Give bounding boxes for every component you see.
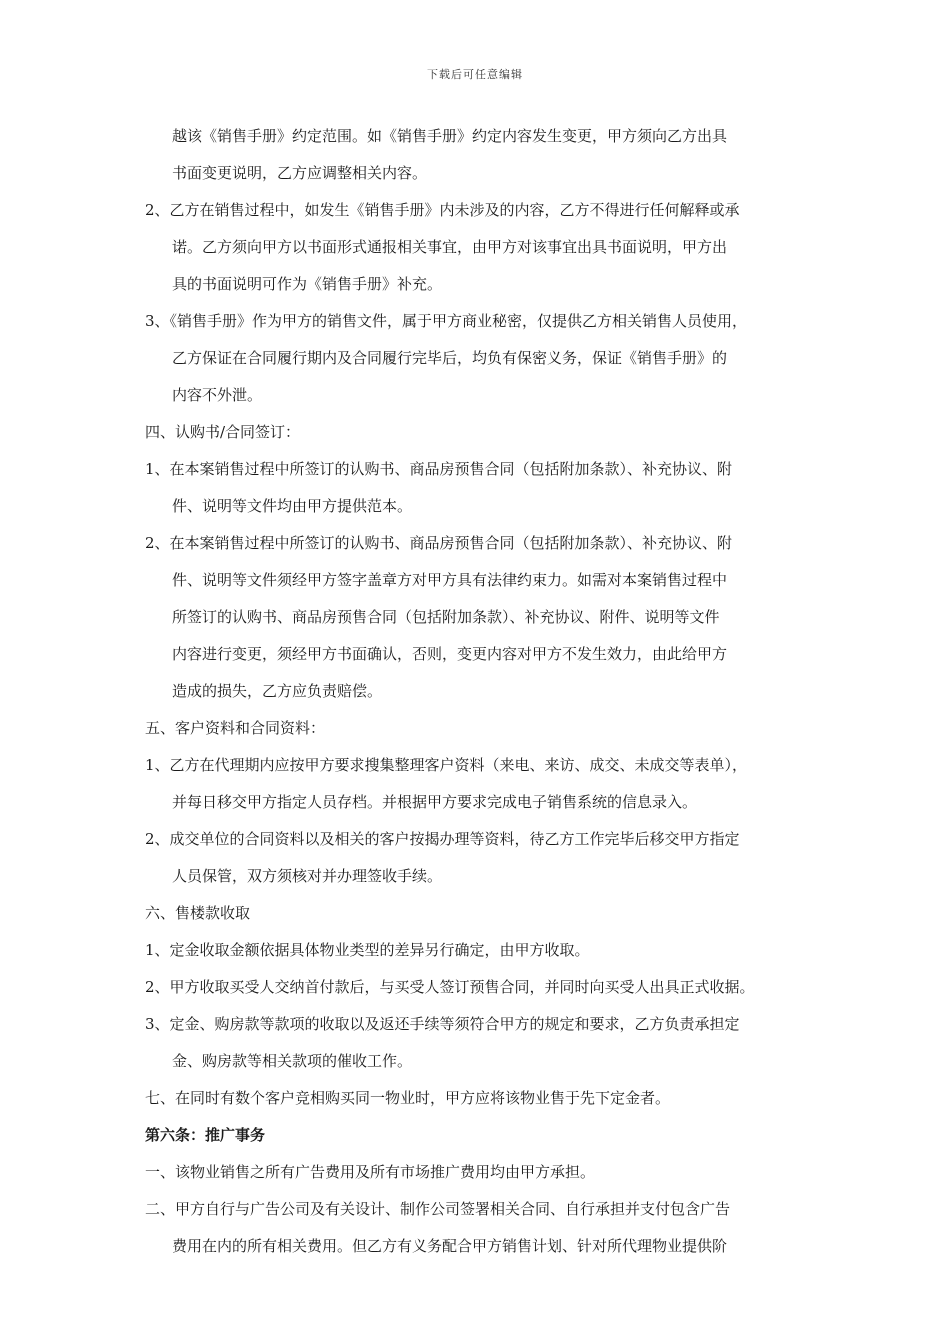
section-heading: 第六条：推广事务: [145, 1126, 266, 1144]
paragraph-line: 二、甲方自行与广告公司及有关设计、制作公司签署相关合同、自行承担并支付包含广告: [145, 1200, 731, 1218]
paragraph-line: 一、该物业销售之所有广告费用及所有市场推广费用均由甲方承担。: [145, 1163, 596, 1181]
paragraph-line: 具的书面说明可作为《销售手册》补充。: [172, 275, 443, 293]
paragraph-line: 1、乙方在代理期内应按甲方要求搜集整理客户资料（来电、来访、成交、未成交等表单），: [145, 756, 748, 774]
page-header: 下载后可任意编辑: [427, 68, 523, 81]
paragraph-line: 六、售楼款收取: [145, 904, 251, 922]
paragraph-line: 1、定金收取金额依据具体物业类型的差异另行确定，由甲方收取。: [145, 941, 590, 959]
paragraph-line: 诺。乙方须向甲方以书面形式通报相关事宜，由甲方对该事宜出具书面说明，甲方出: [172, 238, 728, 256]
paragraph-line: 所签订的认购书、商品房预售合同（包括附加条款）、补充协议、附件、说明等文件: [172, 608, 720, 626]
paragraph-line: 七、在同时有数个客户竞相购买同一物业时，甲方应将该物业售于先下定金者。: [145, 1089, 671, 1107]
paragraph-line: 3、《销售手册》作为甲方的销售文件，属于甲方商业秘密，仅提供乙方相关销售人员使用，: [145, 312, 748, 330]
paragraph-line: 书面变更说明，乙方应调整相关内容。: [172, 164, 428, 182]
paragraph-line: 四、认购书/合同签订：: [145, 423, 301, 441]
paragraph-line: 越该《销售手册》约定范围。如《销售手册》约定内容发生变更，甲方须向乙方出具: [172, 127, 728, 145]
paragraph-line: 造成的损失，乙方应负责赔偿。: [172, 682, 383, 700]
paragraph-line: 费用在内的所有相关费用。但乙方有义务配合甲方销售计划、针对所代理物业提供阶: [172, 1237, 728, 1255]
document-body: [145, 118, 825, 1265]
paragraph-line: 五、客户资料和合同资料：: [145, 719, 326, 737]
paragraph-line: 乙方保证在合同履行期内及合同履行完毕后，均负有保密义务，保证《销售手册》的: [172, 349, 728, 367]
paragraph-line: 1、在本案销售过程中所签订的认购书、商品房预售合同（包括附加条款）、补充协议、附: [145, 460, 733, 478]
paragraph-line: 2、成交单位的合同资料以及相关的客户按揭办理等资料，待乙方工作完毕后移交甲方指定: [145, 830, 740, 848]
paragraph-line: 2、乙方在销售过程中，如发生《销售手册》内未涉及的内容，乙方不得进行任何解释或承: [145, 201, 740, 219]
paragraph-line: 人员保管，双方须核对并办理签收手续。: [172, 867, 443, 885]
paragraph-line: 内容进行变更，须经甲方书面确认，否则，变更内容对甲方不发生效力，由此给甲方: [172, 645, 728, 663]
paragraph-line: 2、在本案销售过程中所签订的认购书、商品房预售合同（包括附加条款）、补充协议、附: [145, 534, 733, 552]
paragraph-line: 2、甲方收取买受人交纳首付款后，与买受人签订预售合同，并同时向买受人出具正式收据。: [145, 978, 755, 996]
paragraph-line: 并每日移交甲方指定人员存档。并根据甲方要求完成电子销售系统的信息录入。: [172, 793, 698, 811]
paragraph-line: 件、说明等文件须经甲方签字盖章方对甲方具有法律约束力。如需对本案销售过程中: [172, 571, 728, 589]
paragraph-line: 件、说明等文件均由甲方提供范本。: [172, 497, 413, 515]
paragraph-line: 金、购房款等相关款项的催收工作。: [172, 1052, 413, 1070]
paragraph-line: 内容不外泄。: [172, 386, 263, 404]
paragraph-line: 3、定金、购房款等款项的收取以及返还手续等须符合甲方的规定和要求，乙方负责承担定: [145, 1015, 740, 1033]
